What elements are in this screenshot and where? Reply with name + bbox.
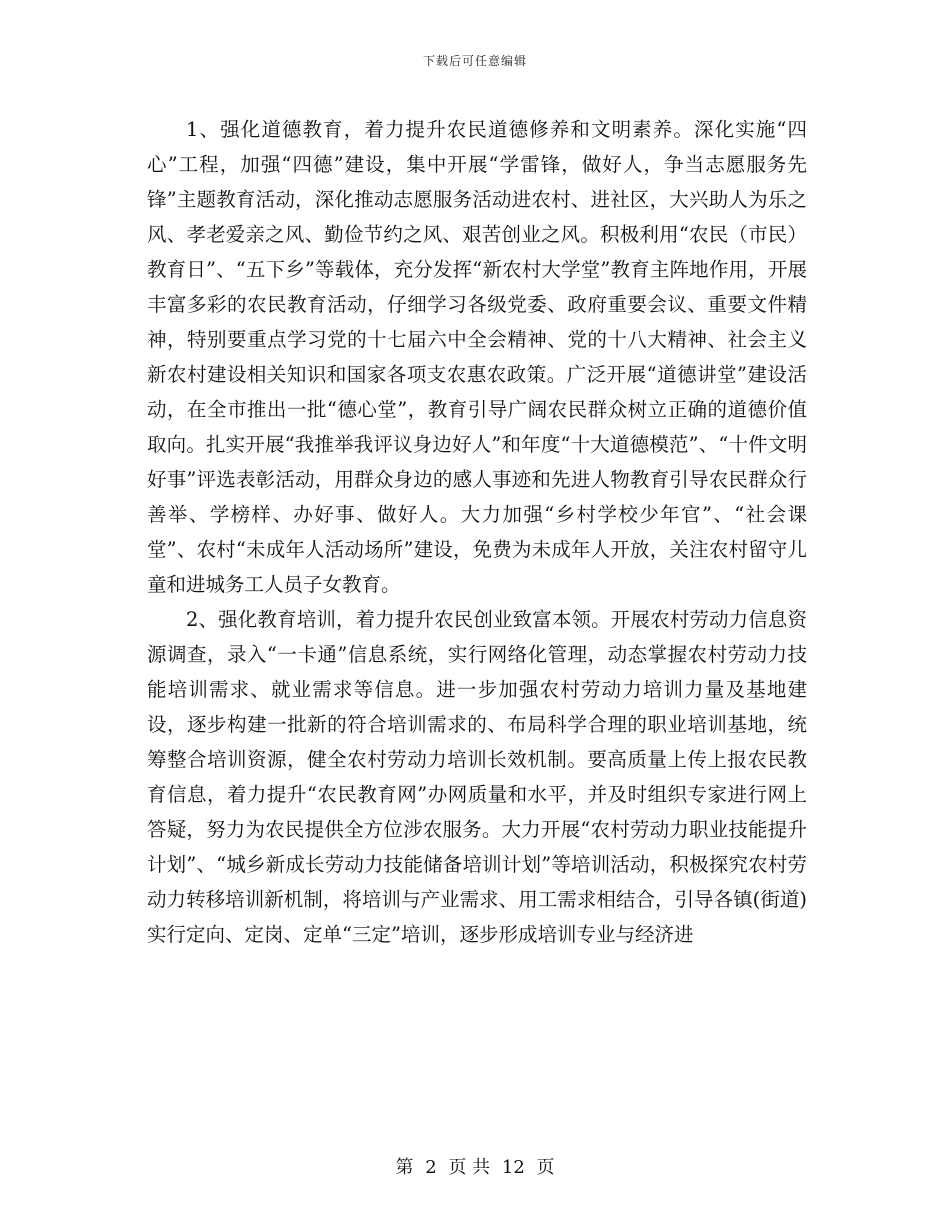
footer-total-pages: 12 <box>501 1157 525 1178</box>
footer-prefix: 第 <box>395 1157 414 1178</box>
footer-suffix: 页 <box>536 1157 555 1178</box>
footer-middle: 页 共 <box>448 1157 491 1178</box>
page-footer <box>0 1153 950 1179</box>
footer-page-number: 2 <box>425 1157 437 1178</box>
page-header: 下载后可任意编辑 <box>422 54 527 68</box>
paragraph-2: 2、强化教育培训，着力提升农民创业致富本领。开展农村劳动力信息资源调查，录入“一卡通”信息系统，实行网络化管理，动态掌握农村劳动力技能培训需求、就业需求等信息。进一步加强农村劳动力培训力量及基地建设，逐步构建一批新的符合培训需求的、布局科学合理的职业培训基地，统筹整合培训资源，健全农村劳动力培训长效机制。要高质量上传上报农民教育信息，着力提升“农民教育网”办网质量和水平，并及时组织专家进行网上答疑，努力为农民提供全方位涉农服务。大力开展“农村劳动力职业技能提升计划”、“城乡新成长劳动力技能储备培训计划”等培训活动，积极探究农村劳动力转移培训新机制，将培训与产业需求、用工需求相结合，引导各镇(街道)实行定向、定岗、定单“三定”培训，逐步形成培训专业与经济进 <box>147 608 807 946</box>
paragraph-1: 1、强化道德教育，着力提升农民道德修养和文明素养。深化实施“四心”工程，加强“四德”建设，集中开展“学雷锋，做好人，争当志愿服务先锋”主题教育活动，深化推动志愿服务活动进农村、进社区，大兴助人为乐之风、孝老爱亲之风、勤俭节约之风、艰苦创业之风。积极利用“农民（市民）教育日”、“五下乡”等载体，充分发挥“新农村大学堂”教育主阵地作用，开展丰富多彩的农民教育活动，仔细学习各级党委、政府重要会议、重要文件精神，特别要重点学习党的十七届六中全会精神、党的十八大精神、社会主义新农村建设相关知识和国家各项支农惠农政策。广泛开展“道德讲堂”建设活动，在全市推出一批“德心堂”，教育引导广阔农民群众树立正确的道德价值取向。扎实开展“我推举我评议身边好人”和年度“十大道德模范”、“十件文明好事”评选表彰活动，用群众身边的感人事迹和先进人物教育引导农民群众行善举、学榜样、办好事、做好人。大力加强“乡村学校少年官”、“社会课堂”、农村“未成年人活动场所”建设，免费为未成年人开放，关注农村留守儿童和进城务工人员子女教育。 <box>147 118 807 596</box>
document-body <box>147 112 807 952</box>
